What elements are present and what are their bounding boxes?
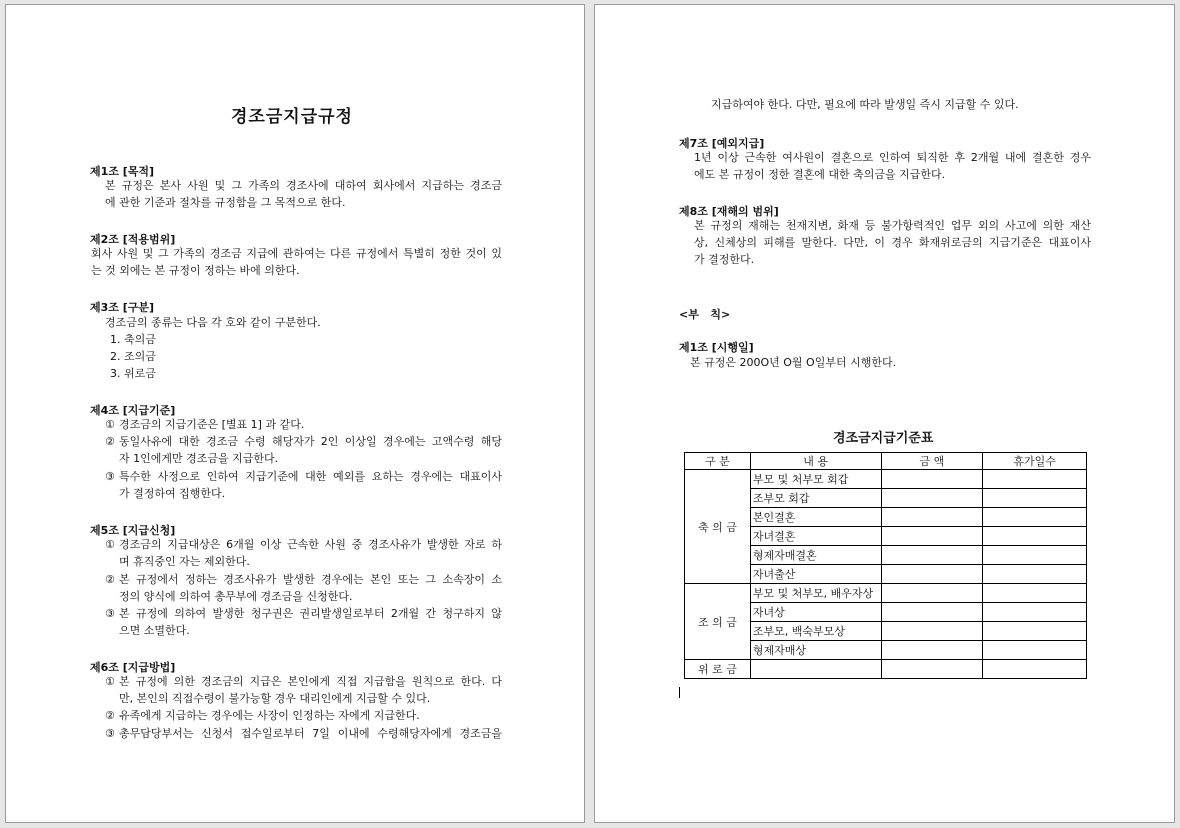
table-title: 경조금지급기준표	[833, 431, 934, 446]
clause-marker: ②	[105, 435, 115, 448]
article-4-clause-2: 동일사유에 대한 경조금 수령 해당자가 2인 이상일 경우에는 고액수령 해당	[119, 435, 502, 448]
table-cell-amount[interactable]	[881, 489, 983, 508]
article-7-line-1: 1년 이상 근속한 여사원이 결혼으로 인하여 퇴직한 후 2개월 내에 결혼한 경우	[694, 151, 1091, 164]
table-cell-content: 조부모, 백숙부모상	[750, 622, 881, 641]
article-3-item-1: 1. 축의금	[110, 333, 156, 346]
table-cell-amount[interactable]	[881, 603, 983, 622]
article-6-clause-2: 유족에게 지급하는 경우에는 사장이 인정하는 자에게 지급한다.	[119, 709, 420, 722]
article-3-item-2: 2. 조의금	[110, 350, 156, 363]
article-6-clause-1-row	[105, 673, 502, 690]
header-category: 구 분	[685, 453, 751, 470]
header-amount: 금 액	[881, 453, 983, 470]
article-6-clause-1-cont: 만, 본인의 직접수령이 불가능할 경우 대리인에게 지급할 수 있다.	[119, 692, 431, 705]
article-5-clause-2-cont: 정의 양식에 의하여 총무부에 경조금을 신청한다.	[119, 590, 353, 603]
table-cell-amount[interactable]	[881, 527, 983, 546]
article-1-heading: 제1조 [목적]	[90, 165, 155, 178]
table-cell-leave-days[interactable]	[983, 660, 1087, 679]
table-cell-content: 부모 및 처부모, 배우자상	[750, 584, 881, 603]
article-8-heading: 제8조 [재해의 범위]	[679, 205, 779, 218]
category-consolation: 위 로 금	[685, 660, 751, 679]
article-6-heading: 제6조 [지급방법]	[90, 661, 176, 674]
article-1-line-1: 본 규정은 본사 사원 및 그 가족의 경조사에 대하여 회사에서 지급하는 경조금	[105, 179, 502, 192]
category-condolence: 조 의 금	[685, 584, 751, 660]
article-3-line-1: 경조금의 종류는 다음 각 호와 같이 구분한다.	[105, 316, 321, 329]
table-cell-leave-days[interactable]	[983, 546, 1087, 565]
table-row	[685, 660, 1087, 679]
table-cell-leave-days[interactable]	[983, 489, 1087, 508]
table-cell-amount[interactable]	[881, 641, 983, 660]
article-5-clause-3-cont: 으면 소멸한다.	[119, 624, 190, 637]
table-cell-leave-days[interactable]	[983, 603, 1087, 622]
article-4-clause-3-row	[105, 468, 502, 485]
article-8-line-1: 본 규정의 재해는 천재지변, 화재 등 불가항력적인 업무 외의 사고에 의한 재산	[694, 219, 1091, 232]
article-2-line-2: 는 것 외에는 본 규정이 정하는 바에 의한다.	[91, 264, 300, 277]
article-5-clause-1-row	[105, 536, 502, 553]
supplementary-article-1-heading: 제1조 [시행일]	[679, 341, 754, 354]
table-cell-leave-days[interactable]	[983, 584, 1087, 603]
article-5-clause-3: 본 규정에 의하여 발생한 청구권은 권리발생일로부터 2개월 간 청구하지 않	[119, 607, 502, 620]
clause-marker: ③	[105, 607, 115, 620]
article-4-clause-1: 경조금의 지급기준은 [별표 1] 과 같다.	[119, 418, 305, 431]
table-cell-amount[interactable]	[881, 546, 983, 565]
table-cell-content: 자녀상	[750, 603, 881, 622]
document-title: 경조금지급규정	[231, 107, 353, 127]
table-row	[685, 584, 1087, 603]
article-5-clause-1: 경조금의 지급대상은 6개월 이상 근속한 사원 중 경조사유가 발생한 자로 하	[119, 538, 502, 551]
table-cell-leave-days[interactable]	[983, 527, 1087, 546]
supplementary-heading: <부 칙>	[679, 308, 731, 321]
table-cell-content: 부모 및 처부모 회갑	[750, 470, 881, 489]
table-cell-amount[interactable]	[881, 622, 983, 641]
table-cell-amount[interactable]	[881, 508, 983, 527]
document-page-1	[5, 4, 585, 823]
table-cell-content[interactable]	[750, 660, 881, 679]
header-content: 내 용	[750, 453, 881, 470]
table-cell-leave-days[interactable]	[983, 508, 1087, 527]
table-cell-amount[interactable]	[881, 660, 983, 679]
article-5-clause-2: 본 규정에서 정하는 경조사유가 발생한 경우에는 본인 또는 그 소속장이 소	[119, 573, 502, 586]
article-4-clause-2-row	[105, 433, 502, 450]
table-cell-leave-days[interactable]	[983, 470, 1087, 489]
table-cell-leave-days[interactable]	[983, 622, 1087, 641]
text-cursor	[679, 687, 680, 698]
table-cell-amount[interactable]	[881, 565, 983, 584]
category-congratulation: 축 의 금	[685, 470, 751, 584]
table-cell-content: 형제자매상	[750, 641, 881, 660]
article-8-line-3: 가 결정한다.	[694, 253, 755, 266]
article-5-clause-3-row	[105, 605, 502, 622]
article-4-heading: 제4조 [지급기준]	[90, 404, 176, 417]
article-4-clause-2-cont: 자 1인에게만 경조금을 지급한다.	[119, 452, 279, 465]
clause-marker: ①	[105, 675, 115, 688]
table-row	[685, 470, 1087, 489]
article-7-heading: 제7조 [예외지급]	[679, 137, 765, 150]
table-cell-content: 자녀결혼	[750, 527, 881, 546]
table-cell-content: 형제자매결혼	[750, 546, 881, 565]
article-3-item-3: 3. 위로금	[110, 367, 156, 380]
table-header-row	[685, 453, 1087, 470]
article-2-heading: 제2조 [적용범위]	[90, 233, 176, 246]
clause-marker: ②	[105, 709, 115, 722]
article-2-line-1: 회사 사원 및 그 가족의 경조금 지급에 관하여는 다른 규정에서 특별히 정한 것이 있	[91, 247, 502, 260]
article-6-clause-3: 총무담당부서는 신청서 접수일로부터 7일 이내에 수령해당자에게 경조금을	[119, 727, 502, 740]
clause-marker: ③	[105, 727, 115, 740]
allowance-table	[684, 452, 1087, 679]
supplementary-article-1-line: 본 규정은 200O년 O월 O일부터 시행한다.	[690, 356, 897, 369]
article-3-heading: 제3조 [구분]	[90, 301, 155, 314]
clause-marker: ②	[105, 573, 115, 586]
table-cell-leave-days[interactable]	[983, 565, 1087, 584]
clause-marker: ①	[105, 538, 115, 551]
article-4-clause-3-cont: 가 결정하여 집행한다.	[119, 487, 226, 500]
article-6-clause-3-row	[105, 725, 502, 742]
table-cell-content: 조부모 회갑	[750, 489, 881, 508]
article-5-clause-2-row	[105, 571, 502, 588]
table-cell-content: 자녀출산	[750, 565, 881, 584]
table-cell-leave-days[interactable]	[983, 641, 1087, 660]
article-1-line-2: 에 관한 기준과 절차를 규정함을 그 목적으로 한다.	[105, 196, 346, 209]
article-6-continuation: 지급하여야 한다. 다만, 필요에 따라 발생일 즉시 지급할 수 있다.	[711, 98, 1019, 111]
table-cell-amount[interactable]	[881, 470, 983, 489]
header-leave-days: 휴가일수	[983, 453, 1087, 470]
article-5-clause-1-cont: 며 휴직중인 자는 제외한다.	[119, 555, 250, 568]
article-6-clause-1: 본 규정에 의한 경조금의 지급은 본인에게 직접 지급함을 원칙으로 한다. 다	[119, 675, 502, 688]
article-5-heading: 제5조 [지급신청]	[90, 524, 176, 537]
clause-marker: ①	[105, 418, 115, 431]
clause-marker: ③	[105, 470, 115, 483]
table-cell-amount[interactable]	[881, 584, 983, 603]
article-8-line-2: 상, 신체상의 피해를 말한다. 다만, 이 경우 화재위로금의 지급기준은 대표이사	[694, 236, 1091, 249]
article-7-line-2: 에도 본 규정이 정한 결혼에 대한 축의금을 지급한다.	[694, 168, 946, 181]
document-page-2	[594, 4, 1175, 823]
article-4-clause-3: 특수한 사정으로 인하여 지급기준에 대한 예외를 요하는 경우에는 대표이사	[119, 470, 502, 483]
table-cell-content: 본인결혼	[750, 508, 881, 527]
